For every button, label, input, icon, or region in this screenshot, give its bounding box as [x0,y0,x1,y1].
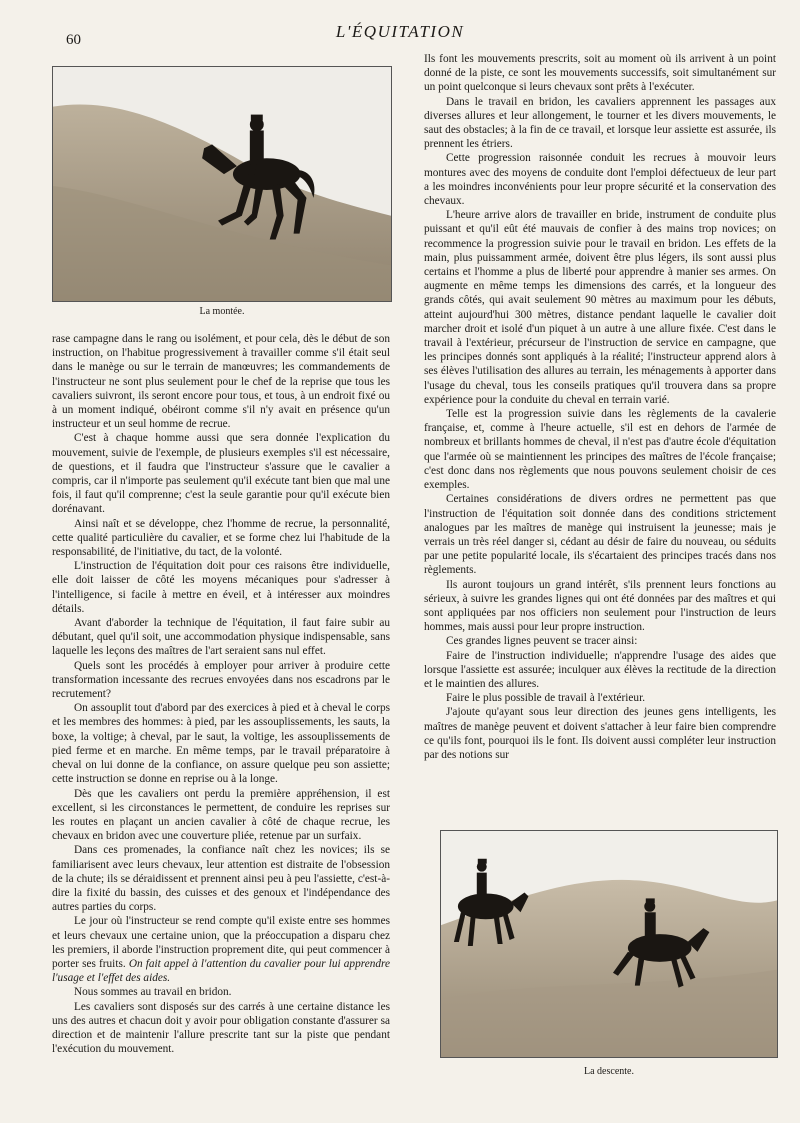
paragraph: L'instruction de l'équitation doit pour ces raisons être individuelle, elle doit laisser de côté les moyens mécaniques pour s'adresser à l'intelligence, si facile à mettre en éveil, et à intéresser aux moindres détails. [52,560,390,615]
caption-la-descente: La descente. [584,1066,634,1077]
riders-descending-dune-photo [440,830,778,1058]
right-column [424,52,776,762]
paragraph: Faire le plus possible de travail à l'extérieur. [446,692,646,705]
page-number: 60 [66,32,81,48]
running-head [0,22,800,46]
left-column [52,332,390,1056]
italic-sentence: On fait appel à l'attention du cavalier pour lui apprendre l'usage et l'effet des aides. [52,957,390,985]
paragraph-text: Le jour où l'instructeur se rend compte qu'il existe entre ses hommes et leurs chevaux une certaine union, que la préoccupation a disparu chez les premiers, il aborde l'instruction proprement dite, qui peut commencer à porter ses fruits. [52,915,390,970]
paragraph: Cette progression raisonnée conduit les recrues à mouvoir leurs montures avec des moyens de conduite dont l'emploi défectueux de leur part a les moindres inconvénients pour leur propre sécurité et la conservation des chevaux. [424,152,776,208]
paragraph: Nous sommes au travail en bridon. [74,986,232,999]
paragraph: Telle est la progression suivie dans les règlements de la cavalerie française, et, comme à l'heure actuelle, s'il est en dehors de l'armée de nombreux et brillants hommes de cheval, il n'est pas d'autre école d'équitation que l'armée où se maintiennent les principes des maîtres de l'école française; c'est donc dans nos règlements que nous pouvons seulement choisir de ces exemples. [424,408,776,492]
paragraph: J'ajoute qu'ayant sous leur direction des jeunes gens intelligents, les maîtres de manège peuvent et doivent s'attacher à leur faire bien comprendre ce qu'ils font, pourquoi ils le font. Ils doivent aussi compléter leur instruction par des notions sur [424,706,776,761]
paragraph: L'heure arrive alors de travailler en bride, instrument de conduite plus puissant et qu'il eût été mauvais de confier à des mains trop novices; on recommence la progression suivie pour le travail en bridon. Les effets de la main, plus puissamment armée, doivent être plus légers, ils sont aussi plus certains et l'homme a plus de liberté pour apprendre à manier ses armes. On augmente en même temps les dimensions des carrés, et la longueur des grands côtés, qui avait seulement 90 mètres au maximum pour les débuts, atteint aujourd'hui 300 mètres, distance pendant laquelle le cavalier doit marcher droit et isolé d'un piquet à un autre à une allure fixée. C'est dans le travail à l'extérieur, précurseur de l'instruction de service en campagne, que les principes donnés sont appliqués à la réalité; l'instructeur apprend alors à ses élèves l'utilisation des allures au terrain, les ménagements à apporter dans l'usage du cheval, tous les conseils pratiques qu'il trouvera dans sa propre expérience pour la conduite du cheval en terrain varié. [424,209,776,406]
paragraph: Ils font les mouvements prescrits, soit au moment où ils arrivent à un point donné de la piste, ce sont les mouvements successifs, soit simultanément sur un point quelconque si leurs chevaux sont prêts à l'exécuter. [424,53,776,94]
paragraph: Dans le travail en bridon, les cavaliers apprennent les passages aux diverses allures et leur allongement, le tourner et les divers mouvements, le saut des obstacles; à la fin de ce travail, et lorsque leur assiette est assurée, ils prennent les étriers. [424,95,776,151]
paragraph: Dans ces promenades, la confiance naît chez les novices; ils se familiarisent avec leurs chevaux, leur attention est distraite de l'obsession de la chute; ils se déraidissent et prennent ainsi peu à peu l'assiette, c'est-à-dire la fixité du bassin, des cuisses et des genoux et l'indépendance des autres parties du corps. [52,844,390,914]
paragraph: C'est à chaque homme aussi que sera donnée l'explication du mouvement, suivie de l'exemple, de plusieurs exemples s'il est nécessaire, de questions, et il faudra que l'instructeur s'assure que le cavalier a compris, car il n'importe pas seulement qu'il exécute tant bien que mal une fois, il faut qu'il comprenne; c'est la seule garantie pour qu'il exécute bien dorénavant. [52,432,390,516]
paragraph: Avant d'aborder la technique de l'équitation, il faut faire subir au débutant, quel qu'il soit, une accommodation physique indispensable, sans laquelle les leçons des maîtres de l'art seraient sans nul effet. [52,617,390,658]
figure-la-descente [440,830,778,1058]
paragraph: Ces grandes lignes peuvent se tracer ainsi: [446,635,638,648]
paragraph: On assouplit tout d'abord par des exercices à pied et à cheval le corps et les membres des hommes: à pied, par les assouplissements, les sauts, la boxe, la voltige; à cheval, par le saut, la voltige, les assouplissements de pied ferme et en marche. En même temps, par le travail préparatoire à cheval on lui donne de la confiance, on assure quelque peu son assiette; cette instruction se donne en reprise ou à la longe. [52,702,390,786]
paragraph-with-italic [52,914,390,985]
caption-la-montee: La montée. [199,306,245,317]
paragraph: rase campagne dans le rang ou isolément, et pour cela, dès le début de son instruction, on l'habitue progressivement à travailler comme s'il était seul dans le manège ou sur le terrain de manœuvres; les commandements de l'instructeur ne sont plus seulement pour le chef de la reprise que tous les cavaliers suivront, ils seront encore pour tous, et tous, à un endroit fixé ou à un moment indiqué, obéiront comme s'il n'y avait en présence qu'un instructeur et un seul homme de recrue. [52,333,390,431]
figure-la-montee [52,66,392,302]
paragraph: Faire de l'instruction individuelle; n'apprendre l'usage des aides que lorsque l'assiette est assurée; inculquer aux élèves la rectitude de la direction et le maintien des allures. [424,649,776,690]
paragraph: Ils auront toujours un grand intérêt, s'ils prennent leurs fonctions au sérieux, à suivre les grandes lignes qui ont été données par des maîtres et qui sont appliquées par nos officiers non seulement pour l'instruction de leurs hommes, mais aussi pour leur propre instruction. [424,578,776,634]
rider-ascending-dune-photo [52,66,392,302]
paragraph: Certaines considérations de divers ordres ne permettent pas que l'instruction de l'équitation soit donnée dans des conditions strictement analogues par les maîtres de manège qui instruisent la jeunesse; mais je verrais un très réel danger si, cédant au désir de faire du nouveau, ou séduits par une petite popularité locale, ils s'écartaient des principes tracés dans nos règlements. [424,493,776,577]
paragraph: Les cavaliers sont disposés sur des carrés à une certaine distance les uns des autres et chacun doit y avoir pour obligation constante d'assurer sa direction et de maintenir l'allure prescrite tant sur la piste que pendant l'exécution du mouvement. [52,1000,390,1056]
journal-title: L'ÉQUITATION [335,22,465,41]
paragraph: Ainsi naît et se développe, chez l'homme de recrue, la personnalité, cette qualité particulière du cavalier, et se forme chez lui l'habitude de la responsabilité, de l'initiative, du tact, de la volonté. [52,517,390,559]
paragraph: Quels sont les procédés à employer pour arriver à produire cette transformation incessante des recrues envoyées dans nos escadrons par le recrutement? [52,659,390,701]
paragraph: Dès que les cavaliers ont perdu la première appréhension, il est excellent, si les circonstances le permettent, de conduire les reprises sur les routes en plaçant un ancien cavalier à côté de chaque recrue, les chevaux en bridon avec une couverture pliée, retenue par un surfaix. [52,787,390,843]
